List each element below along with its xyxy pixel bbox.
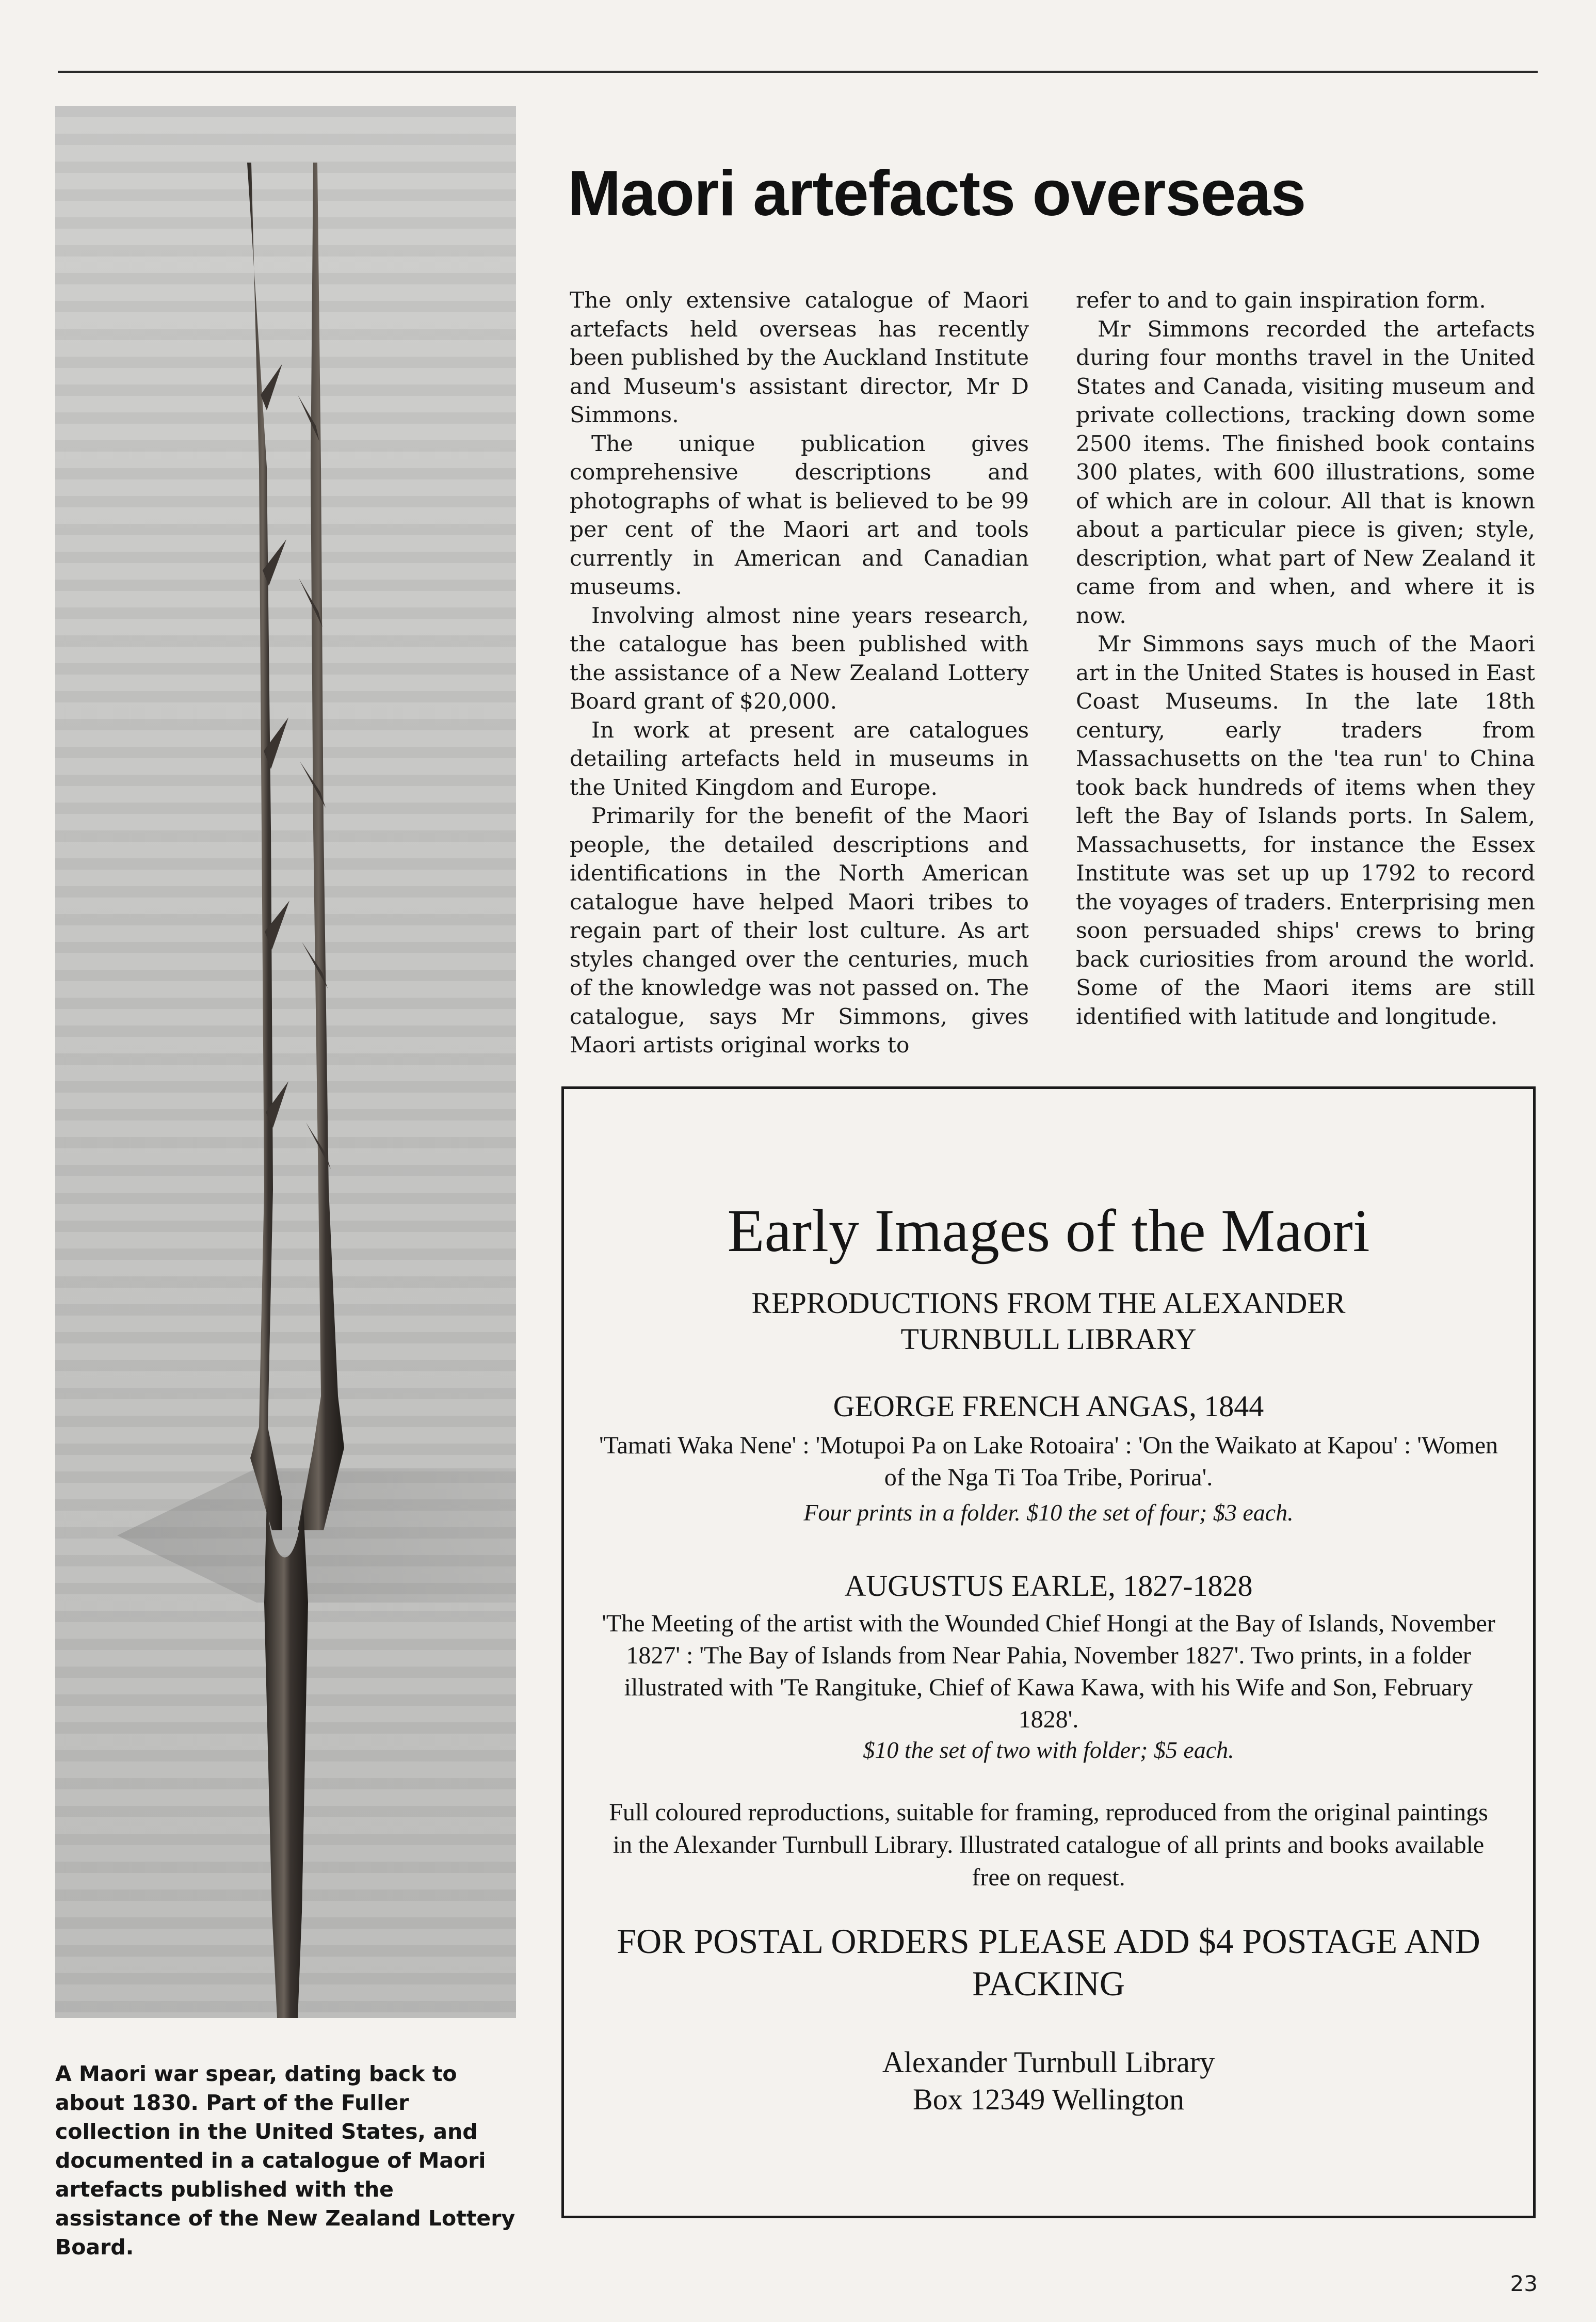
paragraph: The only extensive catalogue of Maori artefacts held overseas has recently been published by the Auckland Institute and Museum's assistant director, Mr D Simmons. xyxy=(570,288,1029,428)
article-headline: Maori artefacts overseas xyxy=(568,158,1306,229)
price-angas: Four prints in a folder. $10 the set of four; $3 each. xyxy=(803,1499,1294,1526)
postal-notice: FOR POSTAL ORDERS PLEASE ADD $4 POSTAGE AND PACKING xyxy=(617,1921,1480,2003)
photo-caption: A Maori war spear, dating back to about 1830. Part of the Fuller collection in the United States, and documented in a catalogue of Maori artefacts published with the assistance of the New Zealand Lottery Board. xyxy=(55,2061,515,2260)
ad-address xyxy=(564,2044,1533,2118)
paragraph: In work at present are catalogues detailing artefacts held in museums in the United Kingdom and Europe. xyxy=(570,717,1029,800)
works-angas: 'Tamati Waka Nene' : 'Motupoi Pa on Lake Rotoaira' : 'On the Waikato at Kapou' : 'Women of the Nga Ti Toa Tribe, Porirua'. xyxy=(599,1432,1498,1491)
advertisement-box xyxy=(561,1086,1536,2218)
article-column-right xyxy=(1076,286,1535,1031)
article-column-left xyxy=(570,286,1029,1060)
paragraph: The unique publication gives comprehensive descriptions and photographs of what is believed to be 99 per cent of the Maori art and tools currently in American and Canadian museums. xyxy=(570,431,1029,600)
spear-illustration xyxy=(55,106,516,2018)
ad-title: Early Images of the Maori xyxy=(727,1197,1370,1264)
works-earle: 'The Meeting of the artist with the Wounded Chief Hongi at the Bay of Islands, November 1827' : 'The Bay of Islands from Near Pahia, November 1827'. Two prints, in a folder illustrated with 'Te Rangituke, Chief of Kawa Kawa, with his Wife and Son, February 1828'. xyxy=(602,1610,1495,1733)
artist-earle: AUGUSTUS EARLE, 1827-1828 xyxy=(844,1569,1253,1603)
ad-blurb: Full coloured reproductions, suitable for framing, reproduced from the original paintings in the Alexander Turnbull Library. Illustrated catalogue of all prints and books available free on request. xyxy=(609,1799,1488,1891)
address-line-1: Alexander Turnbull Library xyxy=(882,2045,1215,2079)
top-rule xyxy=(58,71,1538,73)
paragraph: Mr Simmons says much of the Maori art in the United States is housed in East Coast Museums. In the late 18th century, early traders from Massachusetts on the 'tea run' to China took back hundreds of items when they left the Bay of Islands ports. In Salem, Massachusetts, for instance the Essex Institute was set up up 1792 to record the voyages of traders. Enterprising men soon persuaded ships' crews to bring back curiosities from around the world. Some of the Maori items are still identified with latitude and longitude. xyxy=(1076,632,1535,1030)
paragraph: Mr Simmons recorded the artefacts during four months travel in the United States and Canada, visiting museum and private collections, tracking down some 2500 items. The finished book contains 300 plates, with 600 illustrations, some of which are in colour. All that is known about a particular piece is given; style, description, what part of New Zealand it came from and when, and where it is now. xyxy=(1076,316,1535,629)
war-spear-photo xyxy=(55,106,516,2018)
address-line-2: Box 12349 Wellington xyxy=(913,2083,1184,2116)
paragraph: Primarily for the benefit of the Maori people, the detailed descriptions and identifications in the North American catalogue have helped Maori tribes to regain part of their lost culture. As art styles changed over the centuries, much of the knowledge was not passed on. The catalogue, says Mr Simmons, gives Maori artists original works to xyxy=(570,804,1029,1058)
page-number: 23 xyxy=(1510,2271,1538,2296)
paragraph: refer to and to gain inspiration form. xyxy=(1076,288,1486,313)
paragraph: Involving almost nine years research, the catalogue has been published with the assistance of a New Zealand Lottery Board grant of $20,000. xyxy=(570,603,1029,714)
artist-angas: GEORGE FRENCH ANGAS, 1844 xyxy=(833,1389,1264,1423)
price-earle: $10 the set of two with folder; $5 each. xyxy=(863,1737,1234,1763)
ad-subhead: REPRODUCTIONS FROM THE ALEXANDER TURNBULL LIBRARY xyxy=(751,1286,1346,1356)
